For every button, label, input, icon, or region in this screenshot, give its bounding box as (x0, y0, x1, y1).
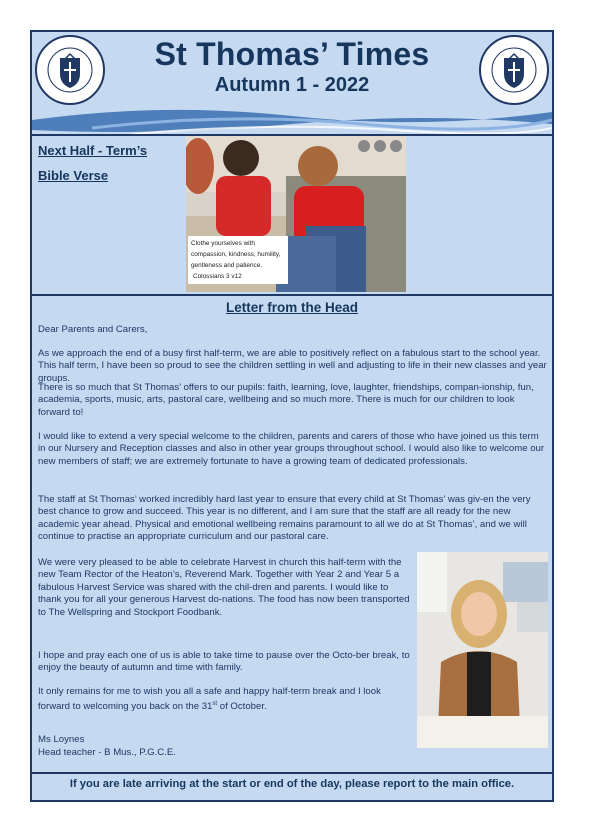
footer-notice: If you are late arriving at the start or end of the day, please report to the main office. (69, 778, 515, 790)
head-teacher-photo (417, 552, 548, 748)
caption-line: gentleness and patience. (191, 262, 263, 269)
bible-verse-caption (188, 236, 288, 284)
bible-verse-heading (38, 138, 188, 188)
children-photo (186, 136, 406, 292)
divider-middle (32, 294, 552, 296)
letter-paragraph-6: I hope and pray each one of us is able to take time to pause over the Octo-ber break, to enjoy the beauty of autumn and time with family. (38, 650, 410, 674)
letter-paragraph-5: We were very pleased to be able to celebrate Harvest in church this half-term with the new Team Rector of the Heaton’s, Reverend Mark. Together with Year 2 and Year 5 a fabulous Harvest Service was shared with the chil-dren and parents. I would like to thank you for all your generous Harvest do-nations. The food has now been transported to The Wellspring and Stockport Foodbank. (38, 557, 410, 618)
closing-text: It only remains for me to wish you all a safe and happy half-term break and I look forward to welcoming you back on the 31 (38, 686, 381, 713)
letter-paragraph-7 (38, 686, 414, 714)
bible-heading-line1: Next Half - Term’s (38, 143, 148, 158)
closing-text-end: of October. (217, 701, 267, 713)
caption-line: Colossians 3 v12 (193, 273, 242, 280)
header-waves (32, 98, 552, 138)
newsletter-title: St Thomas’ Times (154, 36, 430, 72)
head-teacher-photo-art (417, 552, 548, 748)
caption-line: Clothe yourselves with (191, 240, 255, 247)
newsletter-page (30, 30, 554, 802)
letter-paragraph-4: The staff at St Thomas’ worked incredibly hard last year to ensure that every child at St Thomas’ was giv-en the very best chance to grow and succeed. This year is no different, and I am sure that the staff are all ready for the new academic year ahead. Physical and emotional wellbeing remains paramount to all we do at St Thomas’, and we will continue to practise an appropriate curriculum and our pastoral care. (38, 494, 531, 543)
divider-bottom (32, 772, 552, 774)
signature-name: Ms Loynes (38, 734, 85, 745)
letter-heading: Letter from the Head (225, 300, 359, 315)
letter-paragraph-3: I would like to extend a very special welcome to the children, parents and carers of those who have joined us this term in our Nursery and Reception classes and also in other year groups throughout school. I would also like to welcome our new members of staff; we are extremely fortunate to have a growing team of dedicated professionals. (38, 431, 545, 467)
header (32, 32, 552, 136)
signature-role: Head teacher - B Mus., P.G.C.E. (38, 747, 176, 758)
letter-paragraph-2: There is so much that St Thomas’ offers to our pupils: faith, learning, love, laughter, friendships, compan-ionship, fun, academia, sports, music, arts, pastoral care, wellbeing and so much more. There is much for our children to look forward to! (38, 382, 534, 418)
date-suffix: st (212, 701, 218, 708)
letter-greeting: Dear Parents and Carers, (38, 324, 148, 335)
caption-line: compassion, kindness, humility, (191, 251, 281, 258)
bible-heading-line2: Bible Verse (38, 168, 109, 183)
newsletter-subtitle: Autumn 1 - 2022 (214, 74, 370, 96)
letter-paragraph-1: As we approach the end of a busy first half-term, we are able to positively reflect on a fabulous start to the school year. This half term, I have been so proud to see the children settling in well and adjusting to life in their new classes and year groups. (38, 348, 547, 384)
